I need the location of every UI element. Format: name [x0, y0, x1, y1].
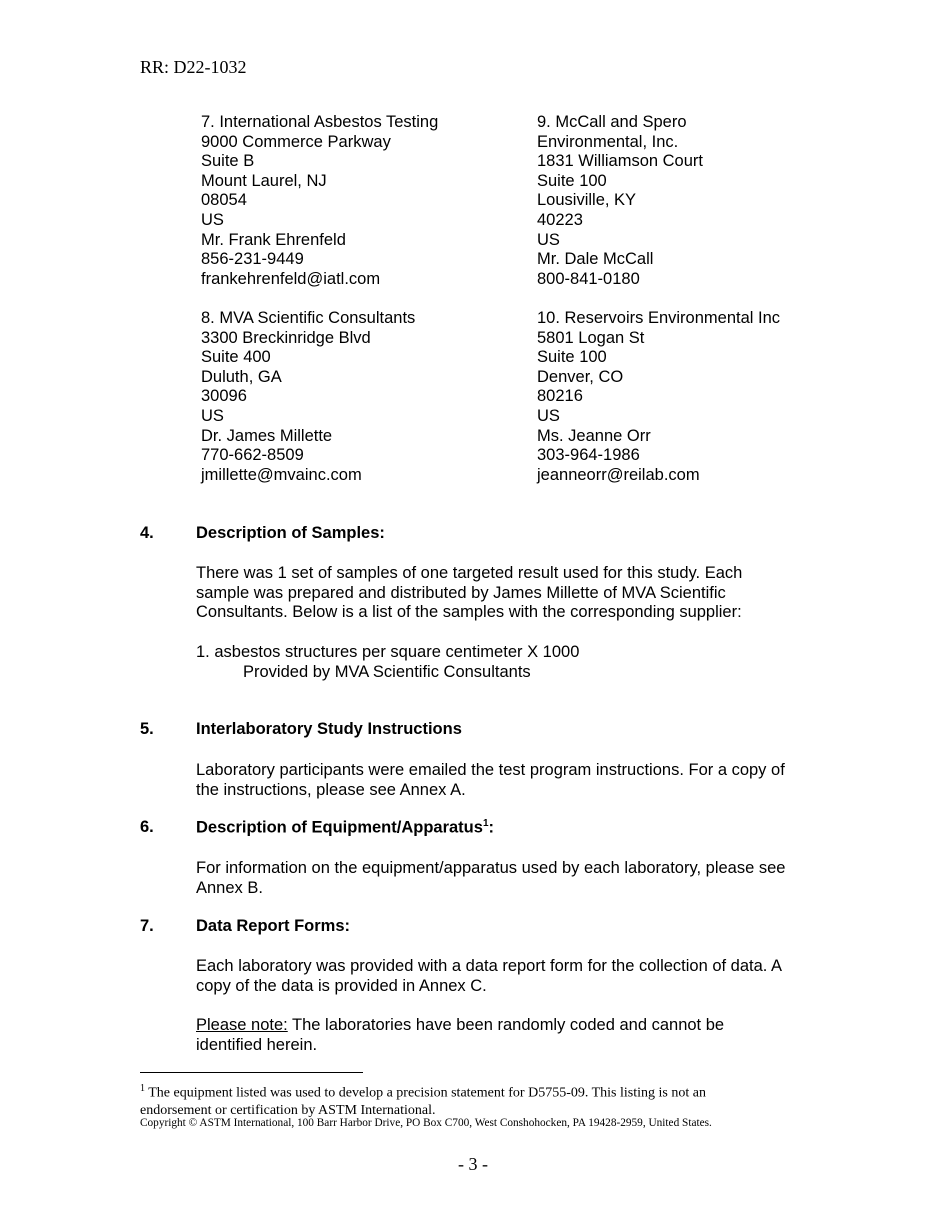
body-line: There was 1 set of samples of one targeted result used for this study. Each	[196, 564, 743, 582]
lab-city: Duluth, GA	[201, 367, 282, 386]
footnote	[140, 1080, 706, 1119]
section-heading: Interlaboratory Study Instructions	[196, 720, 462, 738]
sample-list	[196, 643, 816, 682]
lab-zip: 30096	[201, 387, 247, 406]
section-number: 4.	[140, 524, 154, 542]
body-line: Laboratory participants were emailed the test program instructions. For a copy of	[196, 761, 785, 779]
lab-suite: Suite 400	[201, 348, 271, 367]
section-title: Description of Equipment/Apparatus	[196, 818, 483, 837]
lab-suite: Suite 100	[537, 171, 607, 190]
lab-phone: 856-231-9449	[201, 250, 304, 269]
section-heading	[196, 818, 494, 838]
title-suffix: :	[488, 818, 494, 837]
lab-contact: Mr. Dale McCall	[537, 250, 654, 269]
lab-name: 7. International Asbestos Testing	[201, 113, 439, 131]
footnote-line: endorsement or certification by ASTM International.	[140, 1102, 436, 1118]
lab-zip: 08054	[201, 191, 247, 210]
page-number: - 3 -	[458, 1154, 488, 1174]
lab-email: jeanneorr@reilab.com	[537, 465, 700, 484]
lab-street: 5801 Logan St	[537, 328, 645, 347]
section-heading: Description of Samples:	[196, 524, 385, 542]
body-line: For information on the equipment/apparatus used by each laboratory, please see	[196, 859, 786, 877]
please-note	[196, 1016, 816, 1055]
lab-name-cont: Environmental, Inc.	[537, 132, 679, 151]
lab-street: 9000 Commerce Parkway	[201, 132, 391, 151]
section-body	[196, 859, 816, 898]
footnote-text: The equipment listed was used to develop a precision statement for D5755-09. This listing is not an	[145, 1085, 706, 1101]
lab-address-block	[201, 309, 415, 485]
lab-email: frankehrenfeld@iatl.com	[201, 269, 381, 288]
footnote-ref: 1	[482, 818, 489, 829]
lab-phone: 303-964-1986	[537, 446, 640, 465]
section-number: 6.	[140, 818, 154, 836]
lab-email: jmillette@mvainc.com	[201, 465, 362, 484]
section-number: 7.	[140, 917, 154, 935]
lab-name: 8. MVA Scientific Consultants	[201, 309, 416, 327]
lab-phone: 800-841-0180	[537, 269, 640, 288]
sample-provider: Provided by MVA Scientific Consultants	[243, 662, 531, 681]
section-number: 5.	[140, 720, 154, 738]
report-id: RR: D22-1032	[140, 57, 247, 77]
section-body	[196, 957, 816, 996]
note-line: identified herein.	[196, 1035, 318, 1054]
footnote-line	[140, 1080, 706, 1102]
lab-address-block	[537, 309, 780, 485]
lab-phone: 770-662-8509	[201, 446, 304, 465]
lab-street: 3300 Breckinridge Blvd	[201, 328, 371, 347]
lab-city: Lousiville, KY	[537, 191, 637, 210]
section-heading: Data Report Forms:	[196, 917, 351, 935]
lab-suite: Suite B	[201, 152, 255, 171]
note-line	[196, 1016, 816, 1036]
lab-suite: Suite 100	[537, 348, 607, 367]
lab-country: US	[201, 210, 224, 229]
footnote-mark: 1	[140, 1083, 145, 1094]
body-line: the instructions, please see Annex A.	[196, 780, 466, 799]
body-line: Consultants. Below is a list of the samples with the corresponding supplier:	[196, 603, 742, 622]
lab-address-block	[201, 113, 438, 289]
lab-name: 9. McCall and Spero	[537, 113, 687, 131]
body-line: sample was prepared and distributed by James Millette of MVA Scientific	[196, 583, 726, 602]
lab-address-block	[537, 113, 703, 289]
lab-city: Mount Laurel, NJ	[201, 171, 327, 190]
copyright-notice: Copyright © ASTM International, 100 Barr Harbor Drive, PO Box C700, West Conshohocken, PA 19428-2959, United States.	[140, 1117, 712, 1129]
sample-item: 1. asbestos structures per square centimeter X 1000	[196, 643, 580, 661]
lab-country: US	[537, 230, 560, 249]
note-label: Please note:	[196, 1016, 288, 1034]
section-body	[196, 761, 816, 800]
note-text: The laboratories have been randomly coded and cannot be	[287, 1016, 725, 1034]
section-body	[196, 564, 816, 623]
lab-street: 1831 Williamson Court	[537, 152, 703, 171]
lab-country: US	[537, 406, 560, 425]
lab-zip: 40223	[537, 210, 583, 229]
footnote-divider	[140, 1072, 363, 1073]
lab-city: Denver, CO	[537, 367, 624, 386]
body-line: copy of the data is provided in Annex C.	[196, 976, 487, 995]
lab-contact: Mr. Frank Ehrenfeld	[201, 230, 346, 249]
lab-contact: Dr. James Millette	[201, 426, 333, 445]
lab-contact: Ms. Jeanne Orr	[537, 426, 651, 445]
lab-name: 10. Reservoirs Environmental Inc	[537, 309, 781, 327]
lab-zip: 80216	[537, 387, 583, 406]
body-line: Annex B.	[196, 878, 263, 897]
lab-country: US	[201, 406, 224, 425]
body-line: Each laboratory was provided with a data report form for the collection of data. A	[196, 957, 783, 975]
